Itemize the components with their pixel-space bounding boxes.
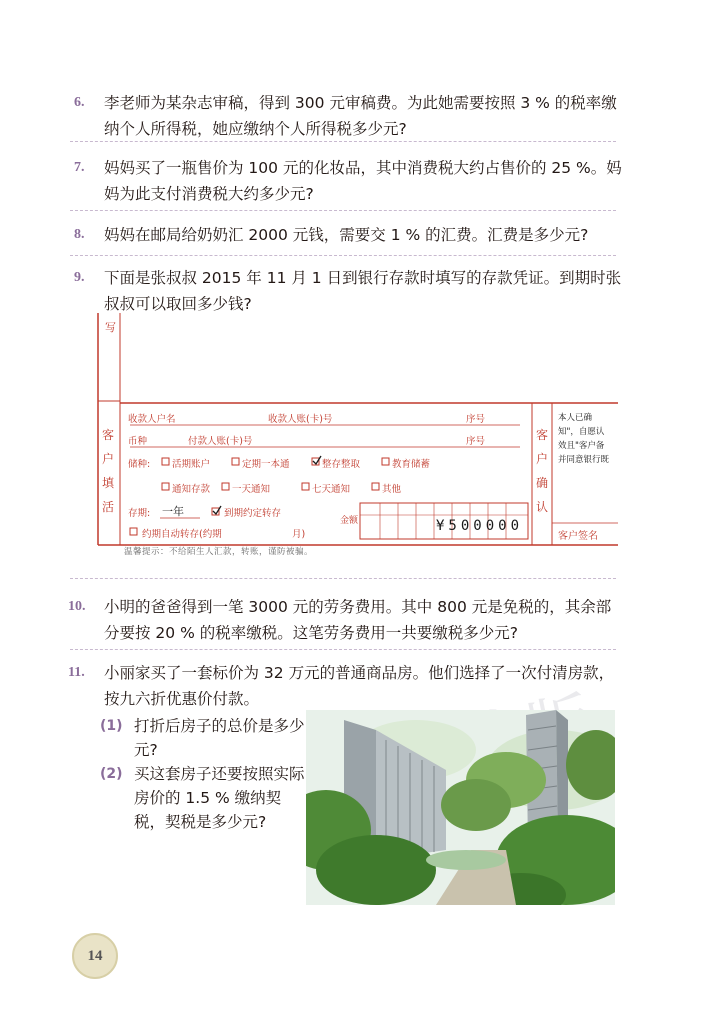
separator	[70, 649, 616, 650]
separator	[70, 255, 616, 256]
problem-text: 小丽家买了一套标价为 32 万元的普通商品房。他们选择了一次付清房款，按九六折优惠价付款。	[104, 664, 615, 708]
slip-option: 约期自动转存(约期	[142, 529, 222, 540]
problem-number: 10.	[68, 599, 86, 614]
slip-confirm-line: 知"，自愿认	[558, 427, 605, 437]
slip-amount-value: ¥500000	[436, 518, 524, 534]
housing-illustration	[306, 710, 615, 905]
slip-side-char: 确	[536, 476, 549, 490]
slip-side-char: 客	[102, 428, 115, 442]
slip-option: 其他	[382, 484, 402, 495]
slip-field-label: 币种	[128, 436, 148, 447]
slip-footnote: 温馨提示：不给陌生人汇款，转账，谨防被骗。	[124, 547, 314, 557]
problem-number: 7.	[74, 160, 85, 175]
slip-side-label: 写	[105, 321, 116, 334]
slip-confirm-line: 并同意银行既	[558, 455, 610, 465]
slip-side-char: 客	[536, 428, 549, 442]
sub-question-text: 打折后房子的总价是多少元?	[134, 717, 305, 759]
problem-number: 8.	[74, 227, 85, 242]
sub-question-text: 买这套房子还要按照实际房价的 1.5 % 缴纳契税，契税是多少元?	[134, 765, 305, 831]
problem-text: 小明的爸爸得到一笔 3000 元的劳务费用。其中 800 元是免税的，其余部分要按 20 % 的税率缴税。这笔劳务费用一共要缴税多少元?	[104, 598, 612, 642]
slip-term-value: 一年	[162, 505, 184, 518]
slip-option: 一天通知	[232, 484, 271, 495]
slip-field-label: 收款人账(卡)号	[268, 414, 333, 425]
slip-field-label: 存期:	[128, 508, 151, 519]
slip-option: 七天通知	[312, 484, 351, 495]
slip-left-labels	[102, 423, 118, 519]
sub-question-number: (1)	[100, 718, 123, 734]
slip-side-char: 户	[536, 452, 549, 466]
sub-question-1	[100, 714, 305, 762]
page-number: 14	[72, 933, 118, 979]
separator	[70, 141, 616, 142]
slip-side-char: 活	[102, 500, 115, 514]
problem-number: 9.	[74, 270, 85, 285]
problem-text: 下面是张叔叔 2015 年 11 月 1 日到银行存款时填写的存款凭证。到期时张叔叔可以取回多少钱?	[104, 269, 622, 313]
slip-confirm-line: 效且"客户备	[558, 441, 605, 451]
separator	[70, 210, 616, 211]
sub-question-number: (2)	[100, 766, 123, 782]
problem-text: 妈妈在邮局给奶奶汇 2000 元钱，需要交 1 % 的汇费。汇费是多少元?	[104, 226, 589, 244]
slip-option: 通知存款	[172, 484, 211, 495]
problem-text: 李老师为某杂志审稿，得到 300 元审稿费。为此她需要按照 3 % 的税率缴纳个人所得税，她应缴纳个人所得税多少元?	[104, 94, 617, 138]
separator	[70, 578, 616, 579]
slip-amount-label: 金额	[340, 516, 359, 526]
deposit-slip	[90, 313, 618, 549]
slip-field-label: 收款人户名	[128, 414, 176, 425]
slip-side-char: 户	[102, 452, 115, 466]
slip-confirm-text	[558, 411, 616, 467]
slip-option: 整存整取	[322, 459, 361, 470]
problem-10	[68, 594, 634, 648]
slip-option: 活期账户	[172, 459, 211, 470]
slip-sign-label: 客户签名	[558, 531, 598, 542]
slip-option: 月)	[292, 529, 306, 540]
problem-number: 6.	[74, 95, 85, 110]
slip-option: 到期约定转存	[224, 508, 282, 519]
housing-scene	[306, 710, 615, 905]
problem-6	[74, 90, 634, 144]
slip-confirm-line: 本人已确	[558, 413, 593, 423]
slip-option: 定期一本通	[242, 459, 290, 470]
slip-side-char: 填	[102, 476, 115, 490]
problem-8	[74, 222, 634, 250]
problem-9	[74, 265, 634, 319]
problem-number: 11.	[68, 665, 85, 680]
problem-7	[74, 155, 634, 209]
slip-field-label: 序号	[466, 414, 486, 425]
problem-text: 妈妈买了一瓶售价为 100 元的化妆品，其中消费税大约占售价的 25 %。妈妈为此支付消费税大约多少元?	[104, 159, 622, 203]
slip-field-label: 付款人账(卡)号	[188, 436, 253, 447]
slip-option: 教育储蓄	[392, 459, 431, 470]
slip-side-char: 认	[536, 500, 549, 514]
slip-field-label: 储种:	[128, 459, 151, 470]
sub-question-2	[100, 762, 305, 834]
slip-right-labels	[536, 423, 552, 519]
slip-field-label: 序号	[466, 436, 486, 447]
